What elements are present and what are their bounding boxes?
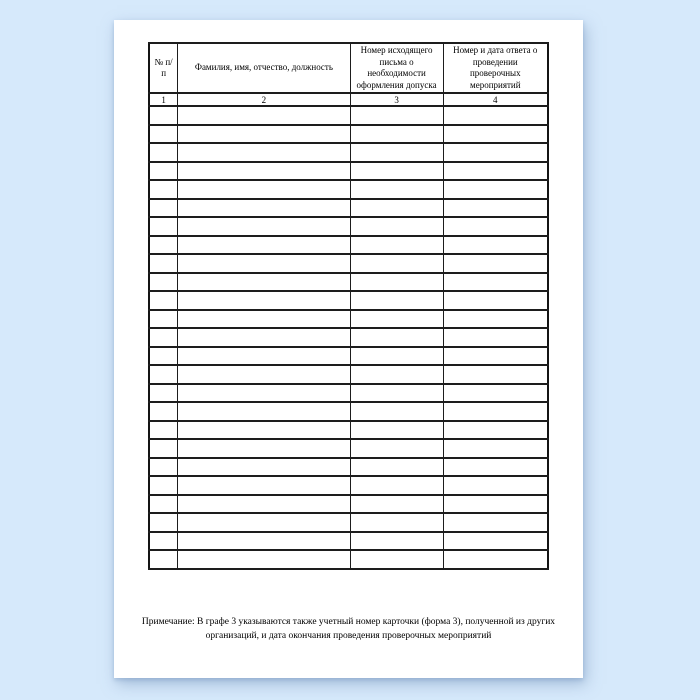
table-cell (149, 550, 178, 569)
table-row (149, 254, 548, 273)
table-cell (149, 513, 178, 532)
table-cell (350, 402, 443, 421)
table-cell (443, 421, 548, 440)
table-cell (149, 199, 178, 218)
column-number-row (149, 93, 548, 106)
header-cell-3: Номер исходящего письма о необходимости оформления допуска (350, 43, 443, 93)
table-row (149, 310, 548, 329)
table-cell (149, 365, 178, 384)
table-row (149, 273, 548, 292)
table-cell (350, 217, 443, 236)
table-cell (443, 254, 548, 273)
table-cell (178, 495, 350, 514)
table-cell (443, 106, 548, 125)
table-row (149, 365, 548, 384)
table-cell (350, 532, 443, 551)
clearance-register-table (148, 42, 549, 570)
table-cell (178, 291, 350, 310)
table-cell (350, 421, 443, 440)
table-row (149, 143, 548, 162)
table-row (149, 550, 548, 569)
table-cell (178, 217, 350, 236)
table-row (149, 421, 548, 440)
table-cell (178, 476, 350, 495)
table-cell (350, 143, 443, 162)
table-cell (443, 199, 548, 218)
table-cell (149, 125, 178, 144)
table-cell (350, 458, 443, 477)
footnote-text: Примечание: В графе 3 указываются также учетный номер карточки (форма 3), полученной из других организаций, и дата окончания проведения проверочных мероприятий (141, 617, 556, 641)
table-cell (350, 476, 443, 495)
table-cell (350, 236, 443, 255)
table-cell (443, 384, 548, 403)
table-cell (350, 439, 443, 458)
table-body (149, 106, 548, 569)
table-row (149, 495, 548, 514)
table-cell (149, 106, 178, 125)
header-cell-1: № п/п (149, 43, 178, 93)
table-cell (443, 217, 548, 236)
table-cell (149, 476, 178, 495)
table-cell (443, 236, 548, 255)
table-row (149, 180, 548, 199)
table-row (149, 347, 548, 366)
table-cell (178, 550, 350, 569)
table-row (149, 217, 548, 236)
table-cell (178, 439, 350, 458)
table-cell (178, 273, 350, 292)
table-cell (178, 328, 350, 347)
table-row (149, 106, 548, 125)
table-cell (443, 180, 548, 199)
table-cell (149, 328, 178, 347)
table-cell (178, 347, 350, 366)
footnote (114, 615, 583, 643)
table-cell (443, 550, 548, 569)
table-cell (350, 125, 443, 144)
table-cell (149, 310, 178, 329)
table-cell (178, 199, 350, 218)
column-number-cell-2: 2 (178, 93, 350, 106)
table-cell (350, 384, 443, 403)
table-cell (443, 476, 548, 495)
table-cell (443, 273, 548, 292)
column-number-cell-1: 1 (149, 93, 178, 106)
table-row (149, 458, 548, 477)
table-cell (443, 495, 548, 514)
table-cell (443, 347, 548, 366)
table-cell (350, 513, 443, 532)
document-page (114, 20, 583, 678)
table-cell (443, 365, 548, 384)
table-header-row (149, 43, 548, 93)
table-cell (149, 439, 178, 458)
table-cell (178, 125, 350, 144)
table-cell (350, 291, 443, 310)
table-row (149, 384, 548, 403)
table-row (149, 125, 548, 144)
table-row (149, 439, 548, 458)
table-cell (350, 273, 443, 292)
table-cell (350, 106, 443, 125)
table-row (149, 199, 548, 218)
table-cell (178, 532, 350, 551)
table-cell (443, 143, 548, 162)
table-cell (178, 254, 350, 273)
table-cell (149, 180, 178, 199)
table-cell (443, 402, 548, 421)
table-row (149, 476, 548, 495)
table-cell (350, 550, 443, 569)
table-row (149, 513, 548, 532)
header-cell-2: Фамилия, имя, отчество, должность (178, 43, 350, 93)
table-cell (149, 421, 178, 440)
table-cell (149, 532, 178, 551)
table-cell (443, 513, 548, 532)
table-cell (149, 291, 178, 310)
table-cell (149, 347, 178, 366)
table-cell (149, 458, 178, 477)
table-cell (443, 328, 548, 347)
table-cell (350, 254, 443, 273)
table-cell (443, 162, 548, 181)
table-cell (149, 273, 178, 292)
table-row (149, 532, 548, 551)
table-cell (178, 365, 350, 384)
table-cell (178, 106, 350, 125)
table-row (149, 162, 548, 181)
table-cell (149, 495, 178, 514)
table-cell (149, 217, 178, 236)
table-cell (350, 162, 443, 181)
table-cell (149, 402, 178, 421)
table-cell (443, 125, 548, 144)
table-cell (178, 236, 350, 255)
table-cell (178, 310, 350, 329)
table-cell (350, 365, 443, 384)
table-cell (350, 328, 443, 347)
table-cell (178, 513, 350, 532)
table-cell (350, 180, 443, 199)
table-cell (350, 495, 443, 514)
table-row (149, 291, 548, 310)
table-cell (443, 458, 548, 477)
table-cell (443, 439, 548, 458)
table-cell (149, 236, 178, 255)
column-number-cell-4: 4 (443, 93, 548, 106)
table-cell (178, 162, 350, 181)
table-cell (178, 402, 350, 421)
column-number-cell-3: 3 (350, 93, 443, 106)
table-cell (149, 162, 178, 181)
table-cell (350, 310, 443, 329)
table-cell (350, 347, 443, 366)
table-cell (178, 180, 350, 199)
table-cell (178, 384, 350, 403)
table-cell (178, 458, 350, 477)
table-cell (443, 291, 548, 310)
table-cell (149, 143, 178, 162)
table-cell (178, 421, 350, 440)
table-row (149, 328, 548, 347)
table-cell (443, 532, 548, 551)
header-cell-4: Номер и дата ответа о проведении проверочных мероприятий (443, 43, 548, 93)
table-row (149, 402, 548, 421)
table-cell (149, 384, 178, 403)
table-cell (350, 199, 443, 218)
table-cell (178, 143, 350, 162)
table-row (149, 236, 548, 255)
table-cell (443, 310, 548, 329)
table-cell (149, 254, 178, 273)
